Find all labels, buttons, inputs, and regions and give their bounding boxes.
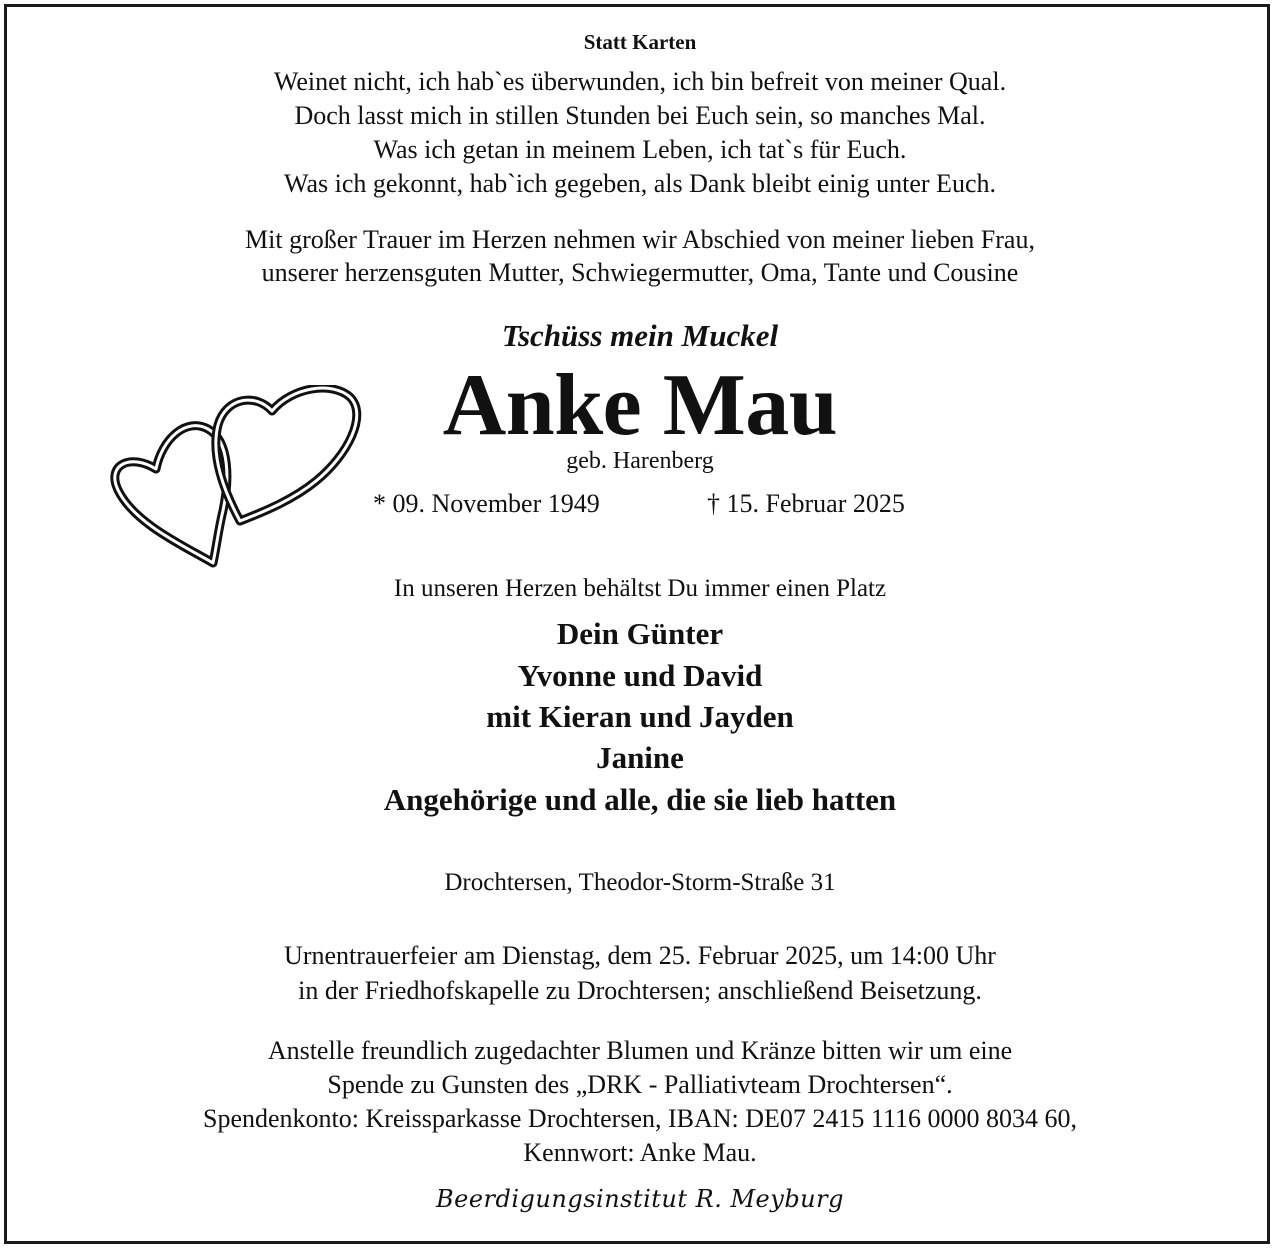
mourner-line-2: Yvonne und David (517, 658, 763, 693)
header-title: Statt Karten (583, 30, 697, 54)
mourner-line-5: Angehörige und alle, die sie lieb hatten (383, 782, 897, 817)
poem-line-3: Was ich getan in meinem Leben, ich tat`s für Euch. (373, 135, 907, 164)
address: Drochtersen, Theodor-Storm-Straße 31 (444, 869, 836, 896)
death-date: † 15. Februar 2025 (707, 489, 905, 518)
intro-line-1: Mit großer Trauer im Herzen nehmen wir Abschied von meiner lieben Frau, (245, 225, 1035, 254)
donation-line-4: Kennwort: Anke Mau. (523, 1138, 757, 1167)
poem-line-2: Doch lasst mich in stillen Stunden bei Euch sein, so manches Mal. (294, 101, 986, 130)
service-line-1: Urnentrauerfeier am Dienstag, dem 25. Februar 2025, um 14:00 Uhr (284, 941, 996, 970)
mourner-line-3: mit Kieran und Jayden (486, 699, 794, 734)
service-line-2: in der Friedhofskapelle zu Drochtersen; anschließend Beisetzung. (298, 976, 982, 1005)
undertaker-signature: Beerdigungsinstitut R. Meyburg (436, 1185, 844, 1213)
poem-line-1: Weinet nicht, ich hab`es überwunden, ich bin befreit von meiner Qual. (273, 67, 1007, 96)
deceased-name: Anke Mau (442, 357, 838, 454)
donation-line-3: Spendenkonto: Kreissparkasse Drochtersen, IBAN: DE07 2415 1116 0000 8034 60, (203, 1104, 1077, 1133)
birth-name: geb. Harenberg (566, 448, 714, 474)
motto: Tschüss mein Muckel (501, 318, 779, 353)
closing-sentence: In unseren Herzen behältst Du immer einen Platz (393, 575, 887, 602)
two-hearts-icon (106, 385, 362, 571)
donation-line-2: Spende zu Gunsten des „DRK - Palliativteam Drochtersen“. (327, 1070, 953, 1099)
intro-line-2: unserer herzensguten Mutter, Schwiegermutter, Oma, Tante und Cousine (261, 258, 1019, 287)
mourner-line-4: Janine (596, 740, 684, 775)
donation-line-1: Anstelle freundlich zugedachter Blumen und Kränze bitten wir um eine (267, 1036, 1013, 1065)
mourner-line-1: Dein Günter (556, 616, 724, 651)
birth-date: * 09. November 1949 (373, 489, 600, 518)
poem-line-4: Was ich gekonnt, hab`ich gegeben, als Dank bleibt einig unter Euch. (284, 169, 996, 198)
